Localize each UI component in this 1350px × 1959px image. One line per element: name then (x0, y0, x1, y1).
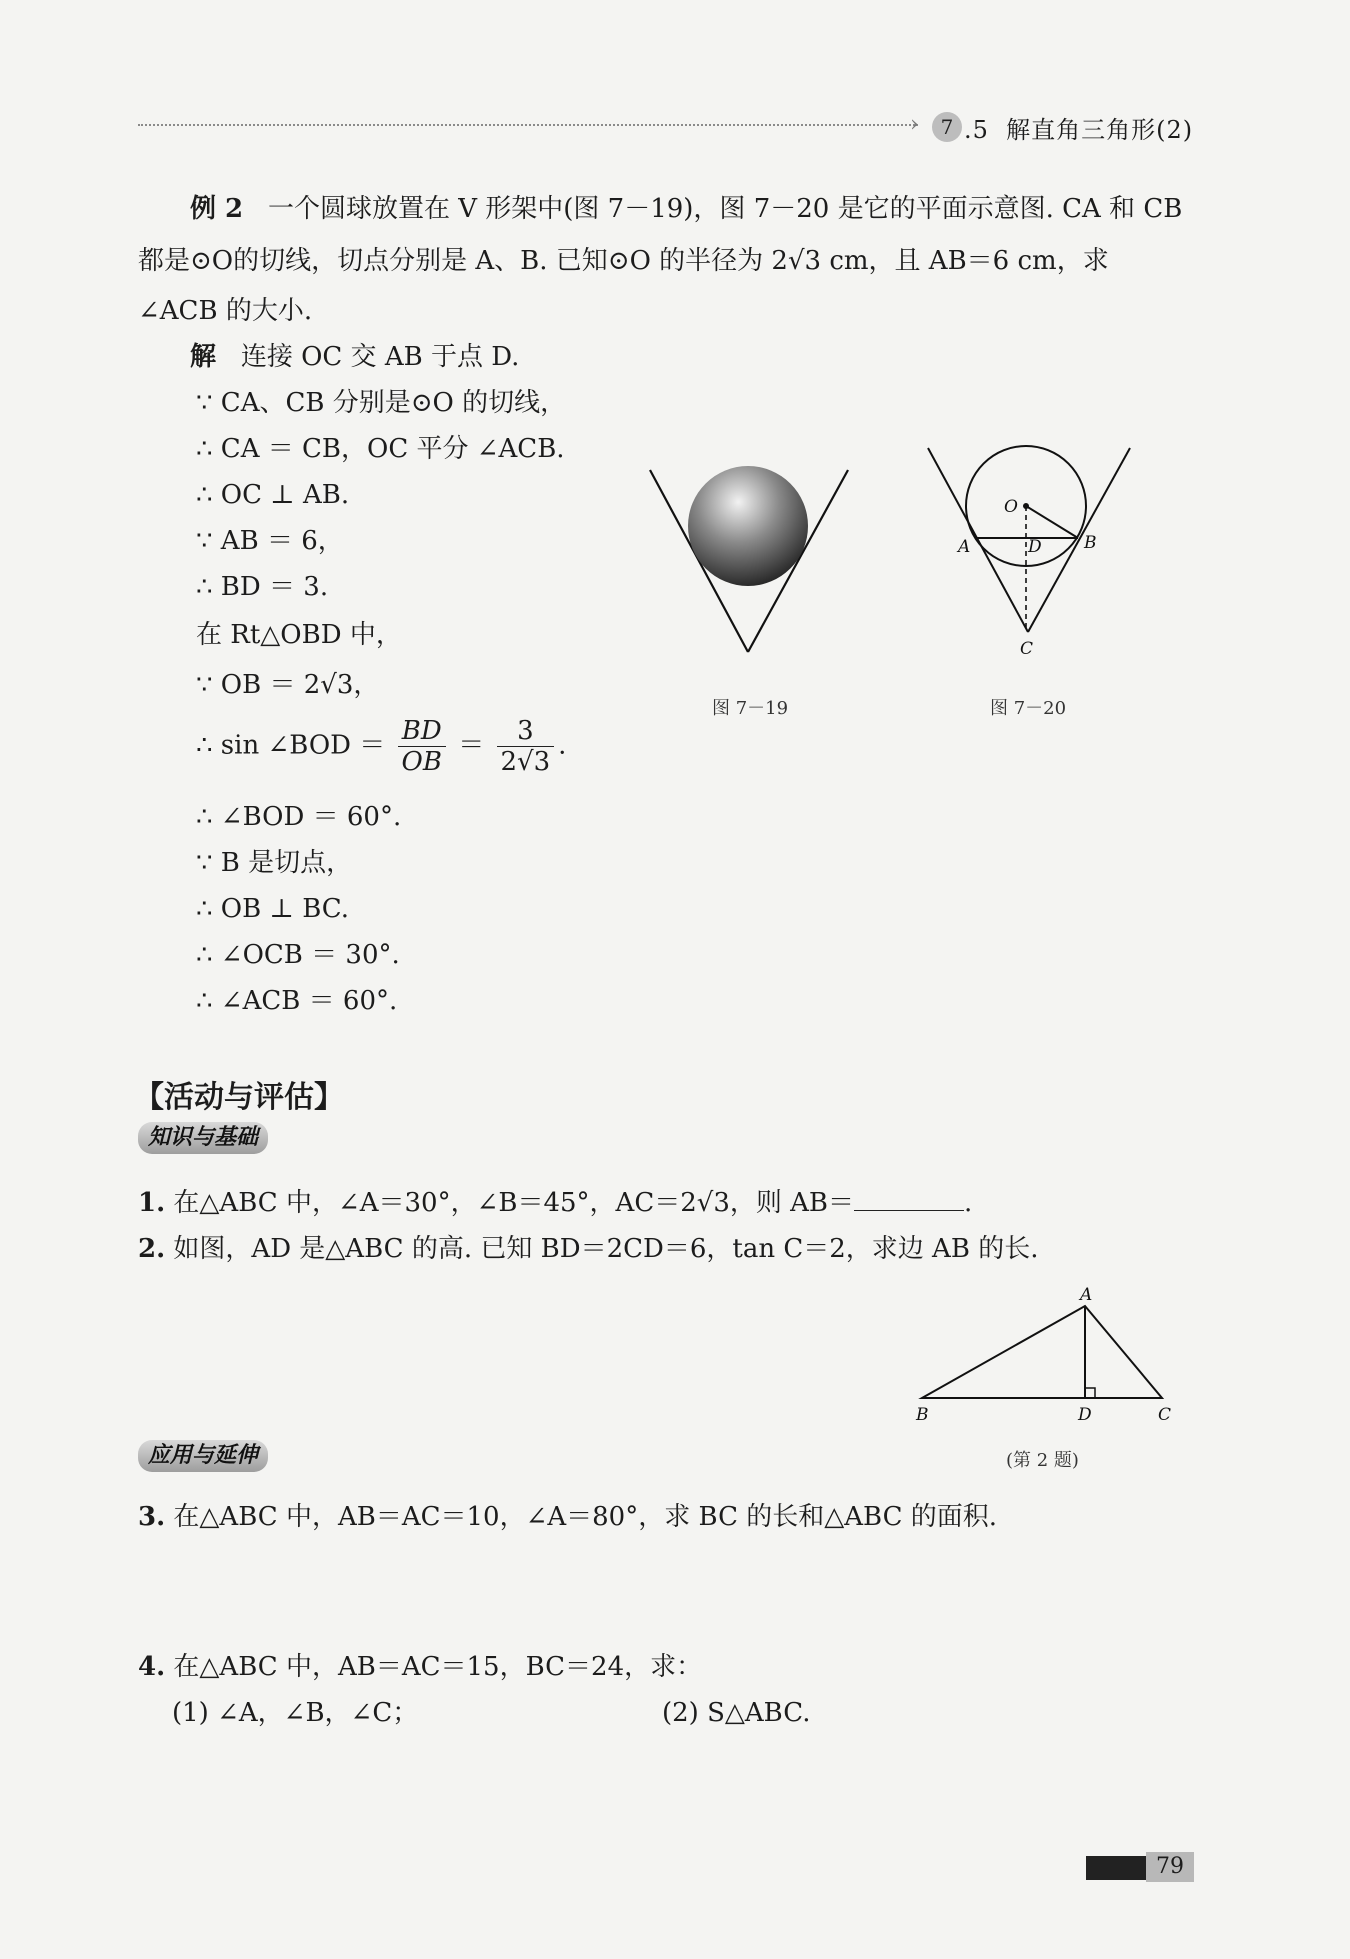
banner-knowledge-basics: 知识与基础 (138, 1122, 268, 1154)
sin-end: . (558, 730, 567, 761)
question-4-part-2: (2) S△ABC. (662, 1698, 811, 1728)
question-4-text: 在△ABC 中，AB＝AC＝15，BC＝24，求： (173, 1652, 703, 1682)
question-4 (138, 1650, 702, 1684)
question-2-caption: (第 2 题) (1006, 1450, 1079, 1471)
fraction-1-denominator: OB (401, 747, 442, 777)
fraction-1-numerator: BD (398, 716, 446, 747)
solution-step-10: ∵ B 是切点， (196, 848, 353, 878)
equals-sign: ＝ (458, 730, 485, 761)
fraction-2-numerator: 3 (497, 716, 555, 747)
activity-section-title: 【活动与评估】 (134, 1080, 344, 1115)
fig20-label-o: O (1004, 497, 1018, 517)
question-3-number: 3. (138, 1502, 166, 1532)
solution-step-13: ∴ ∠ACB ＝ 60°. (196, 986, 398, 1016)
question-1-text: 在△ABC 中，∠A＝30°，∠B＝45°，AC＝2√3，则 AB＝ (173, 1188, 855, 1218)
page-number-bar (1086, 1856, 1146, 1880)
question-1 (138, 1186, 972, 1220)
question-1-end: . (964, 1188, 973, 1218)
q2-label-d: D (1078, 1405, 1092, 1424)
q2-label-b: B (916, 1405, 929, 1424)
example-text-1: 一个圆球放置在 V 形架中(图 7－19)，图 7－20 是它的平面示意图. CA 和 CB (267, 194, 1183, 224)
figure-7-20-diagram (920, 436, 1140, 666)
fraction-2-denominator: 2√3 (500, 747, 551, 777)
answer-blank[interactable] (854, 1186, 964, 1211)
solution-step-1: ∵ CA、CB 分别是⊙O 的切线， (196, 388, 567, 418)
solution-step-11: ∴ OB ⊥ BC. (196, 894, 350, 924)
figure-7-19-caption: 图 7－19 (712, 698, 789, 719)
fig20-label-b: B (1084, 533, 1097, 553)
solution-label: 解 (190, 342, 217, 372)
solution-step-3: ∴ OC ⊥ AB. (196, 480, 350, 510)
fraction-3-2root3 (497, 716, 555, 777)
example-line-1 (190, 192, 1182, 226)
question-2 (138, 1232, 1038, 1266)
fig20-label-d: D (1028, 537, 1042, 557)
banner-application-extension: 应用与延伸 (138, 1440, 268, 1472)
solution-line-0 (190, 340, 519, 374)
figure-7-19-sphere (640, 450, 860, 670)
question-4-number: 4. (138, 1652, 166, 1682)
example-line-3: ∠ACB 的大小. (138, 296, 313, 326)
solution-step-0: 连接 OC 交 AB 于点 D. (240, 342, 520, 372)
q2-label-a: A (1080, 1285, 1093, 1305)
header-rule (138, 124, 918, 126)
page-number: 79 (1146, 1852, 1194, 1882)
question-2-text: 如图，AD 是△ABC 的高. 已知 BD＝2CD＝6，tan C＝2，求边 AB 的长. (173, 1234, 1039, 1264)
question-4-part-1: (1) ∠A，∠B，∠C； (172, 1698, 419, 1728)
chapter-badge: 7 (932, 112, 962, 142)
example-label: 例 2 (190, 194, 244, 224)
question-2-number: 2. (138, 1234, 166, 1264)
example-line-2: 都是⊙O的切线，切点分别是 A、B. 已知⊙O 的半径为 2√3 cm，且 AB＝6 cm，求 (138, 246, 1109, 276)
solution-step-5: ∴ BD ＝ 3. (196, 572, 329, 602)
solution-step-12: ∴ ∠OCB ＝ 30°. (196, 940, 400, 970)
solution-step-6: 在 Rt△OBD 中， (196, 620, 402, 650)
fraction-bd-ob (398, 716, 446, 777)
fig20-label-a: A (958, 537, 971, 557)
header-title: .5 解直角三角形(2) (964, 116, 1194, 144)
header-arrow-icon: › (910, 112, 919, 137)
sin-prefix: ∴ sin ∠BOD ＝ (196, 730, 386, 761)
solution-step-4: ∵ AB ＝ 6， (196, 526, 344, 556)
figure-7-20-caption: 图 7－20 (990, 698, 1067, 719)
solution-step-2: ∴ CA ＝ CB，OC 平分 ∠ACB. (196, 434, 565, 464)
question-2-triangle-diagram (910, 1284, 1180, 1424)
q2-label-c: C (1158, 1405, 1172, 1424)
solution-step-8 (196, 716, 566, 777)
solution-step-9: ∴ ∠BOD ＝ 60°. (196, 802, 402, 832)
question-3 (138, 1500, 997, 1534)
fig20-label-c: C (1020, 639, 1034, 659)
question-1-number: 1. (138, 1188, 166, 1218)
question-3-text: 在△ABC 中，AB＝AC＝10，∠A＝80°，求 BC 的长和△ABC 的面积. (173, 1502, 998, 1532)
solution-step-7: ∵ OB ＝ 2√3， (196, 670, 380, 700)
